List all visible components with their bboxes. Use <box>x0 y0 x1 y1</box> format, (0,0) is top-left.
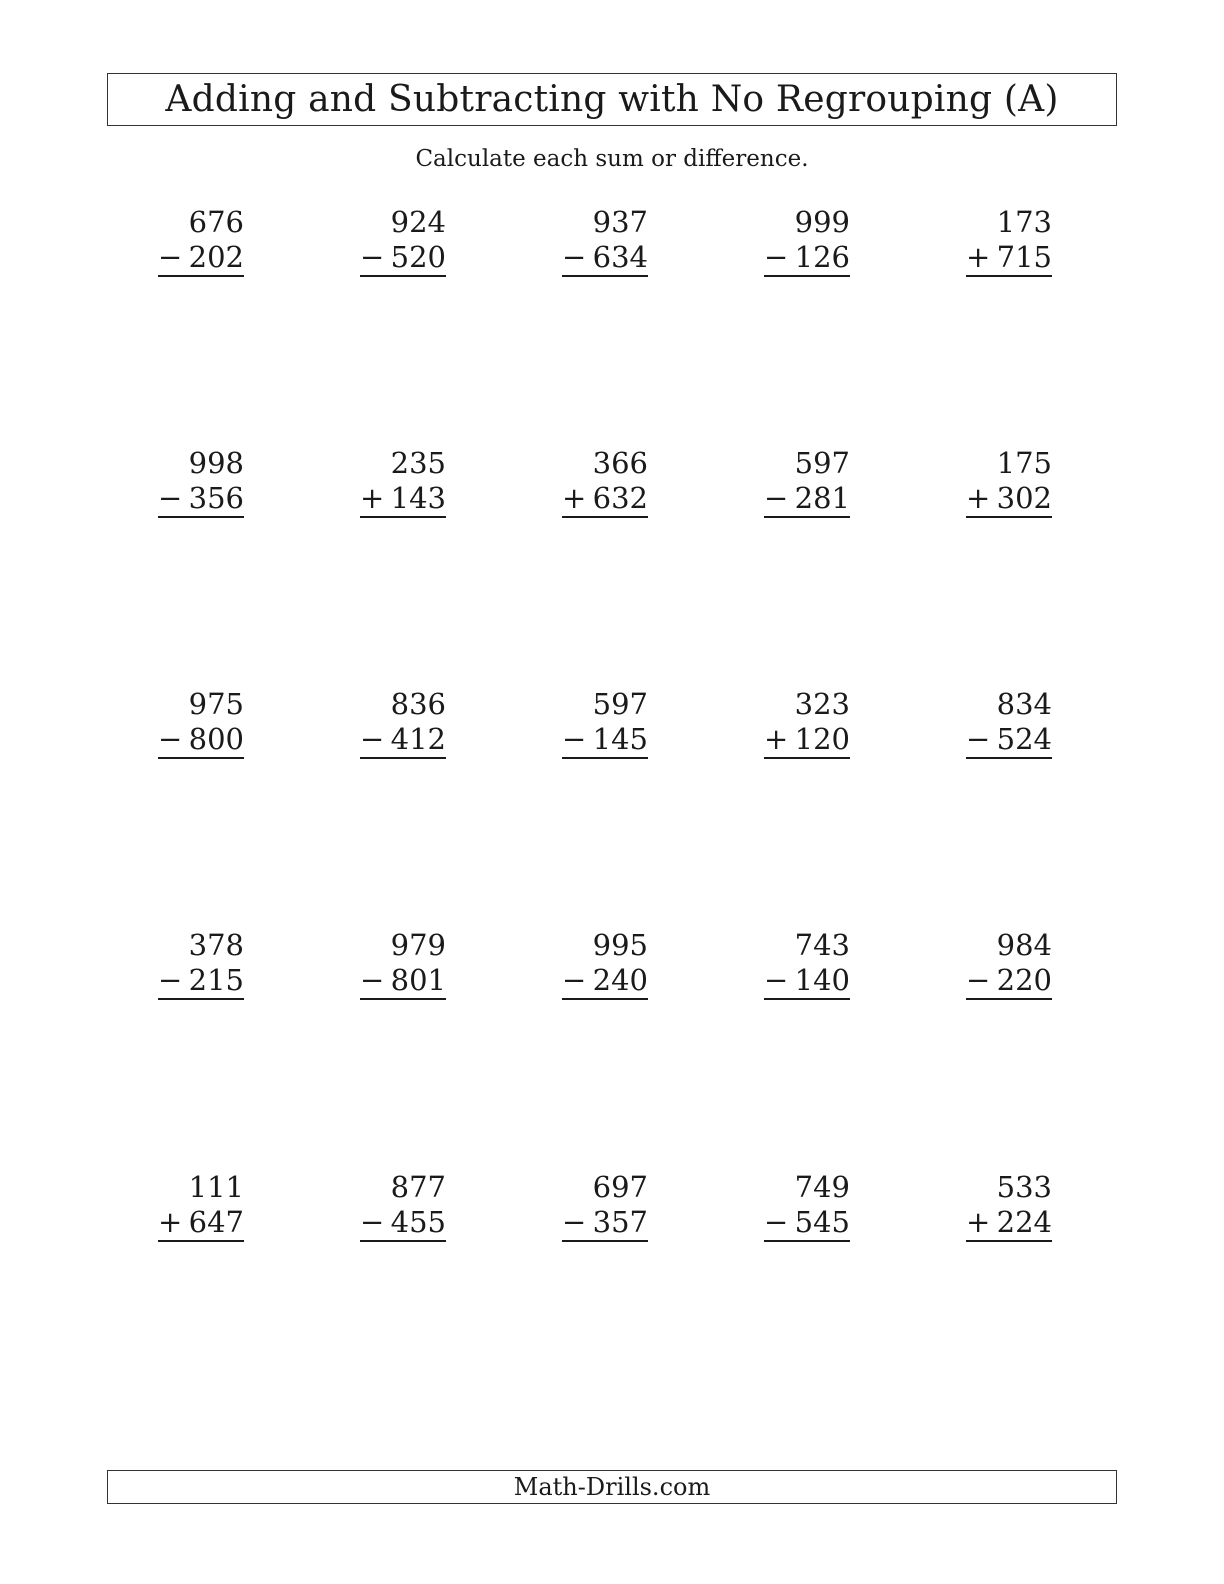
operator: − <box>562 1205 587 1239</box>
bottom-number: 215 <box>188 963 244 997</box>
bottom-number: 520 <box>390 240 446 274</box>
problem <box>966 687 1052 759</box>
bottom-number: 634 <box>592 240 648 274</box>
bottom-number: 145 <box>592 722 648 756</box>
bottom-number: 715 <box>996 240 1052 274</box>
top-number: 749 <box>794 1170 850 1204</box>
operator: − <box>158 240 183 274</box>
bottom-number: 220 <box>996 963 1052 997</box>
problem <box>360 205 446 277</box>
top-number: 836 <box>390 687 446 721</box>
problem <box>966 205 1052 277</box>
bottom-line <box>562 1205 648 1242</box>
bottom-line <box>966 240 1052 277</box>
bottom-number: 545 <box>794 1205 850 1239</box>
bottom-number: 120 <box>794 722 850 756</box>
bottom-line <box>360 240 446 277</box>
top-number: 834 <box>996 687 1052 721</box>
problem <box>966 928 1052 1000</box>
problem <box>360 687 446 759</box>
operator: − <box>966 963 991 997</box>
problem <box>764 1170 850 1242</box>
top-number: 173 <box>996 205 1052 239</box>
bottom-line <box>360 1205 446 1242</box>
operator: − <box>764 481 789 515</box>
bottom-line <box>360 963 446 1000</box>
bottom-line <box>966 963 1052 1000</box>
footer-box <box>107 1470 1117 1504</box>
problem <box>562 446 648 518</box>
operator: − <box>562 722 587 756</box>
bottom-number: 632 <box>592 481 648 515</box>
bottom-number: 140 <box>794 963 850 997</box>
bottom-number: 356 <box>188 481 244 515</box>
bottom-number: 143 <box>390 481 446 515</box>
bottom-line <box>158 1205 244 1242</box>
operator: − <box>562 240 587 274</box>
top-number: 697 <box>592 1170 648 1204</box>
problem <box>158 205 244 277</box>
problem <box>764 687 850 759</box>
problem <box>764 446 850 518</box>
problem <box>158 446 244 518</box>
problem <box>562 205 648 277</box>
top-number: 924 <box>390 205 446 239</box>
top-number: 175 <box>996 446 1052 480</box>
operator: + <box>966 481 991 515</box>
bottom-number: 357 <box>592 1205 648 1239</box>
problem <box>966 1170 1052 1242</box>
top-number: 995 <box>592 928 648 962</box>
operator: − <box>764 240 789 274</box>
top-number: 877 <box>390 1170 446 1204</box>
top-number: 998 <box>188 446 244 480</box>
page-title: Adding and Subtracting with No Regrouping (A) <box>165 79 1059 120</box>
bottom-number: 801 <box>390 963 446 997</box>
bottom-line <box>158 481 244 518</box>
top-number: 111 <box>188 1170 244 1204</box>
operator: − <box>966 722 991 756</box>
operator: − <box>360 963 385 997</box>
instructions: Calculate each sum or difference. <box>415 146 809 172</box>
problem <box>562 928 648 1000</box>
bottom-line <box>562 963 648 1000</box>
bottom-line <box>764 722 850 759</box>
top-number: 366 <box>592 446 648 480</box>
operator: + <box>360 481 385 515</box>
bottom-number: 202 <box>188 240 244 274</box>
operator: + <box>562 481 587 515</box>
top-number: 676 <box>188 205 244 239</box>
problem <box>562 687 648 759</box>
problem <box>764 205 850 277</box>
bottom-line <box>158 240 244 277</box>
operator: + <box>764 722 789 756</box>
operator: + <box>158 1205 183 1239</box>
footer-site-name: Math-Drills.com <box>513 1473 711 1501</box>
bottom-line <box>562 481 648 518</box>
top-number: 597 <box>794 446 850 480</box>
bottom-line <box>562 240 648 277</box>
problem <box>360 446 446 518</box>
bottom-line <box>764 240 850 277</box>
bottom-line <box>562 722 648 759</box>
bottom-number: 524 <box>996 722 1052 756</box>
top-number: 937 <box>592 205 648 239</box>
bottom-number: 800 <box>188 722 244 756</box>
operator: − <box>158 963 183 997</box>
operator: − <box>158 722 183 756</box>
problem <box>158 928 244 1000</box>
top-number: 323 <box>794 687 850 721</box>
problem <box>158 1170 244 1242</box>
operator: − <box>764 1205 789 1239</box>
bottom-number: 224 <box>996 1205 1052 1239</box>
bottom-line <box>966 1205 1052 1242</box>
top-number: 235 <box>390 446 446 480</box>
problem <box>158 687 244 759</box>
bottom-line <box>158 722 244 759</box>
bottom-line <box>966 722 1052 759</box>
operator: − <box>360 722 385 756</box>
bottom-line <box>158 963 244 1000</box>
bottom-line <box>360 722 446 759</box>
bottom-number: 240 <box>592 963 648 997</box>
bottom-number: 647 <box>188 1205 244 1239</box>
bottom-line <box>764 1205 850 1242</box>
operator: − <box>360 1205 385 1239</box>
bottom-number: 302 <box>996 481 1052 515</box>
problem <box>360 1170 446 1242</box>
problem <box>764 928 850 1000</box>
bottom-number: 126 <box>794 240 850 274</box>
top-number: 743 <box>794 928 850 962</box>
operator: − <box>562 963 587 997</box>
top-number: 999 <box>794 205 850 239</box>
operator: + <box>966 1205 991 1239</box>
problem <box>966 446 1052 518</box>
problem <box>562 1170 648 1242</box>
problem <box>360 928 446 1000</box>
top-number: 533 <box>996 1170 1052 1204</box>
top-number: 979 <box>390 928 446 962</box>
bottom-line <box>360 481 446 518</box>
top-number: 378 <box>188 928 244 962</box>
operator: − <box>158 481 183 515</box>
top-number: 984 <box>996 928 1052 962</box>
bottom-number: 281 <box>794 481 850 515</box>
bottom-line <box>764 481 850 518</box>
operator: − <box>360 240 385 274</box>
bottom-number: 455 <box>390 1205 446 1239</box>
top-number: 975 <box>188 687 244 721</box>
bottom-line <box>966 481 1052 518</box>
top-number: 597 <box>592 687 648 721</box>
operator: − <box>764 963 789 997</box>
operator: + <box>966 240 991 274</box>
bottom-number: 412 <box>390 722 446 756</box>
bottom-line <box>764 963 850 1000</box>
